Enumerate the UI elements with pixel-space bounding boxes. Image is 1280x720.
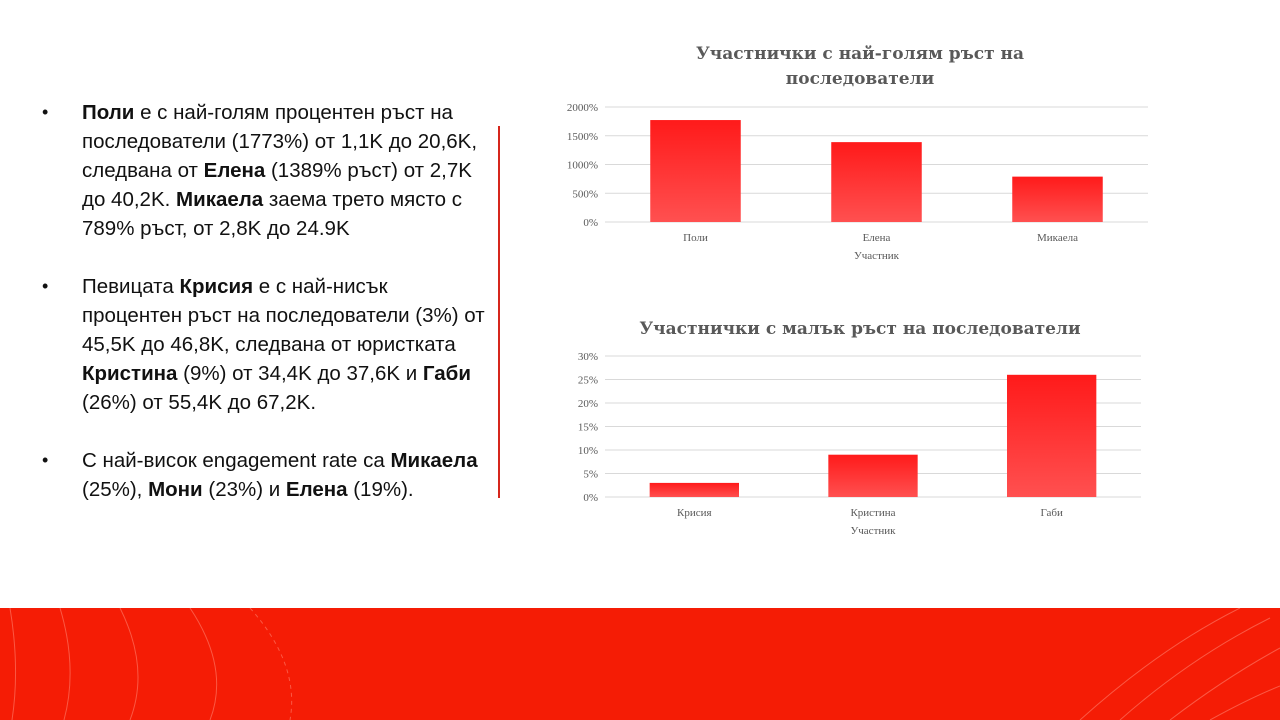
y-tick-label: 0%	[583, 492, 598, 504]
chart-high-growth	[540, 36, 1160, 271]
y-tick-label: 5%	[583, 468, 598, 481]
bullet-bold-name: Микаела	[176, 188, 264, 211]
bullet-bold-name: Крисия	[179, 275, 254, 298]
bullet-text: (19%).	[347, 478, 414, 501]
bullet-text: (9%) от 34,4K до 37,6K и	[177, 362, 423, 385]
y-tick-label: 1000%	[566, 159, 598, 172]
chart-low-growth	[540, 312, 1160, 547]
summary-bullet-list	[42, 98, 492, 533]
bar-Елена	[831, 142, 922, 222]
y-tick-label: 1500%	[566, 130, 598, 143]
y-tick-label: 0%	[583, 217, 598, 229]
chart-low-growth-svg	[540, 312, 1160, 547]
y-tick-label: 500%	[572, 188, 598, 201]
bar-Габи	[1007, 375, 1096, 497]
x-axis-title: Участник	[853, 250, 900, 262]
bullet-bold-name: Габи	[422, 362, 471, 385]
bullet-bold-name: Кристина	[82, 362, 178, 385]
bar-Микаела	[1012, 177, 1103, 222]
bullet-bold-name: Поли	[82, 101, 135, 124]
bullet-bold-name: Микаела	[390, 449, 478, 472]
bullet-text: е с най-голям процентен ръст на последователи (1773%) от 1,1K до 20,6K, следвана от	[82, 101, 478, 182]
x-category-label: Габи	[1040, 507, 1063, 519]
bullet-highest-growth	[42, 98, 492, 243]
x-category-label: Поли	[683, 232, 708, 244]
bullet-bold-name: Елена	[285, 478, 348, 501]
vertical-divider	[498, 126, 500, 498]
chart-high-growth-svg	[540, 36, 1160, 271]
x-category-label: Елена	[862, 232, 891, 244]
bullet-bold-name: Елена	[203, 159, 266, 182]
bar-Крисия	[650, 483, 739, 497]
bullet-text: заема трето място с 789% ръст, от 2,8K до 24.9K	[82, 188, 463, 240]
bullet-text: (1389% ръст) от 2,7K до 40,2K.	[82, 159, 472, 211]
footer-band	[0, 608, 1280, 720]
y-tick-label: 20%	[577, 398, 598, 410]
chart-title: Участнички с малък ръст на последователи	[639, 319, 1081, 339]
bullet-text: С най-висок engagement rate са	[82, 449, 391, 472]
footer-decorative-curves	[0, 608, 1280, 720]
y-tick-label: 25%	[577, 374, 598, 387]
bullet-text: Певицата	[82, 275, 180, 298]
bullet-text: (23%) и	[202, 478, 286, 501]
bullet-text: (26%) от 55,4K до 67,2K.	[82, 391, 317, 414]
x-category-label: Микаела	[1037, 232, 1078, 244]
x-category-label: Кристина	[850, 507, 896, 519]
bullet-text: е с най-нисък процентен ръст на последователи (3%) от 45,5K до 46,8K, следвана от юристката	[82, 275, 485, 356]
y-tick-label: 30%	[577, 351, 598, 363]
bullet-lowest-growth	[42, 272, 492, 417]
bar-Кристина	[828, 455, 917, 497]
bullet-engagement-rate	[42, 446, 492, 504]
y-tick-label: 15%	[577, 421, 598, 434]
chart-title: последователи	[785, 69, 935, 89]
y-tick-label: 2000%	[566, 102, 598, 114]
bullet-text: (25%),	[82, 478, 149, 501]
y-tick-label: 10%	[577, 445, 598, 457]
x-axis-title: Участник	[850, 525, 896, 537]
bar-Поли	[650, 120, 741, 222]
x-category-label: Крисия	[677, 507, 712, 519]
chart-title: Участнички с най-голям ръст на	[695, 44, 1025, 64]
bullet-bold-name: Мони	[148, 478, 203, 501]
